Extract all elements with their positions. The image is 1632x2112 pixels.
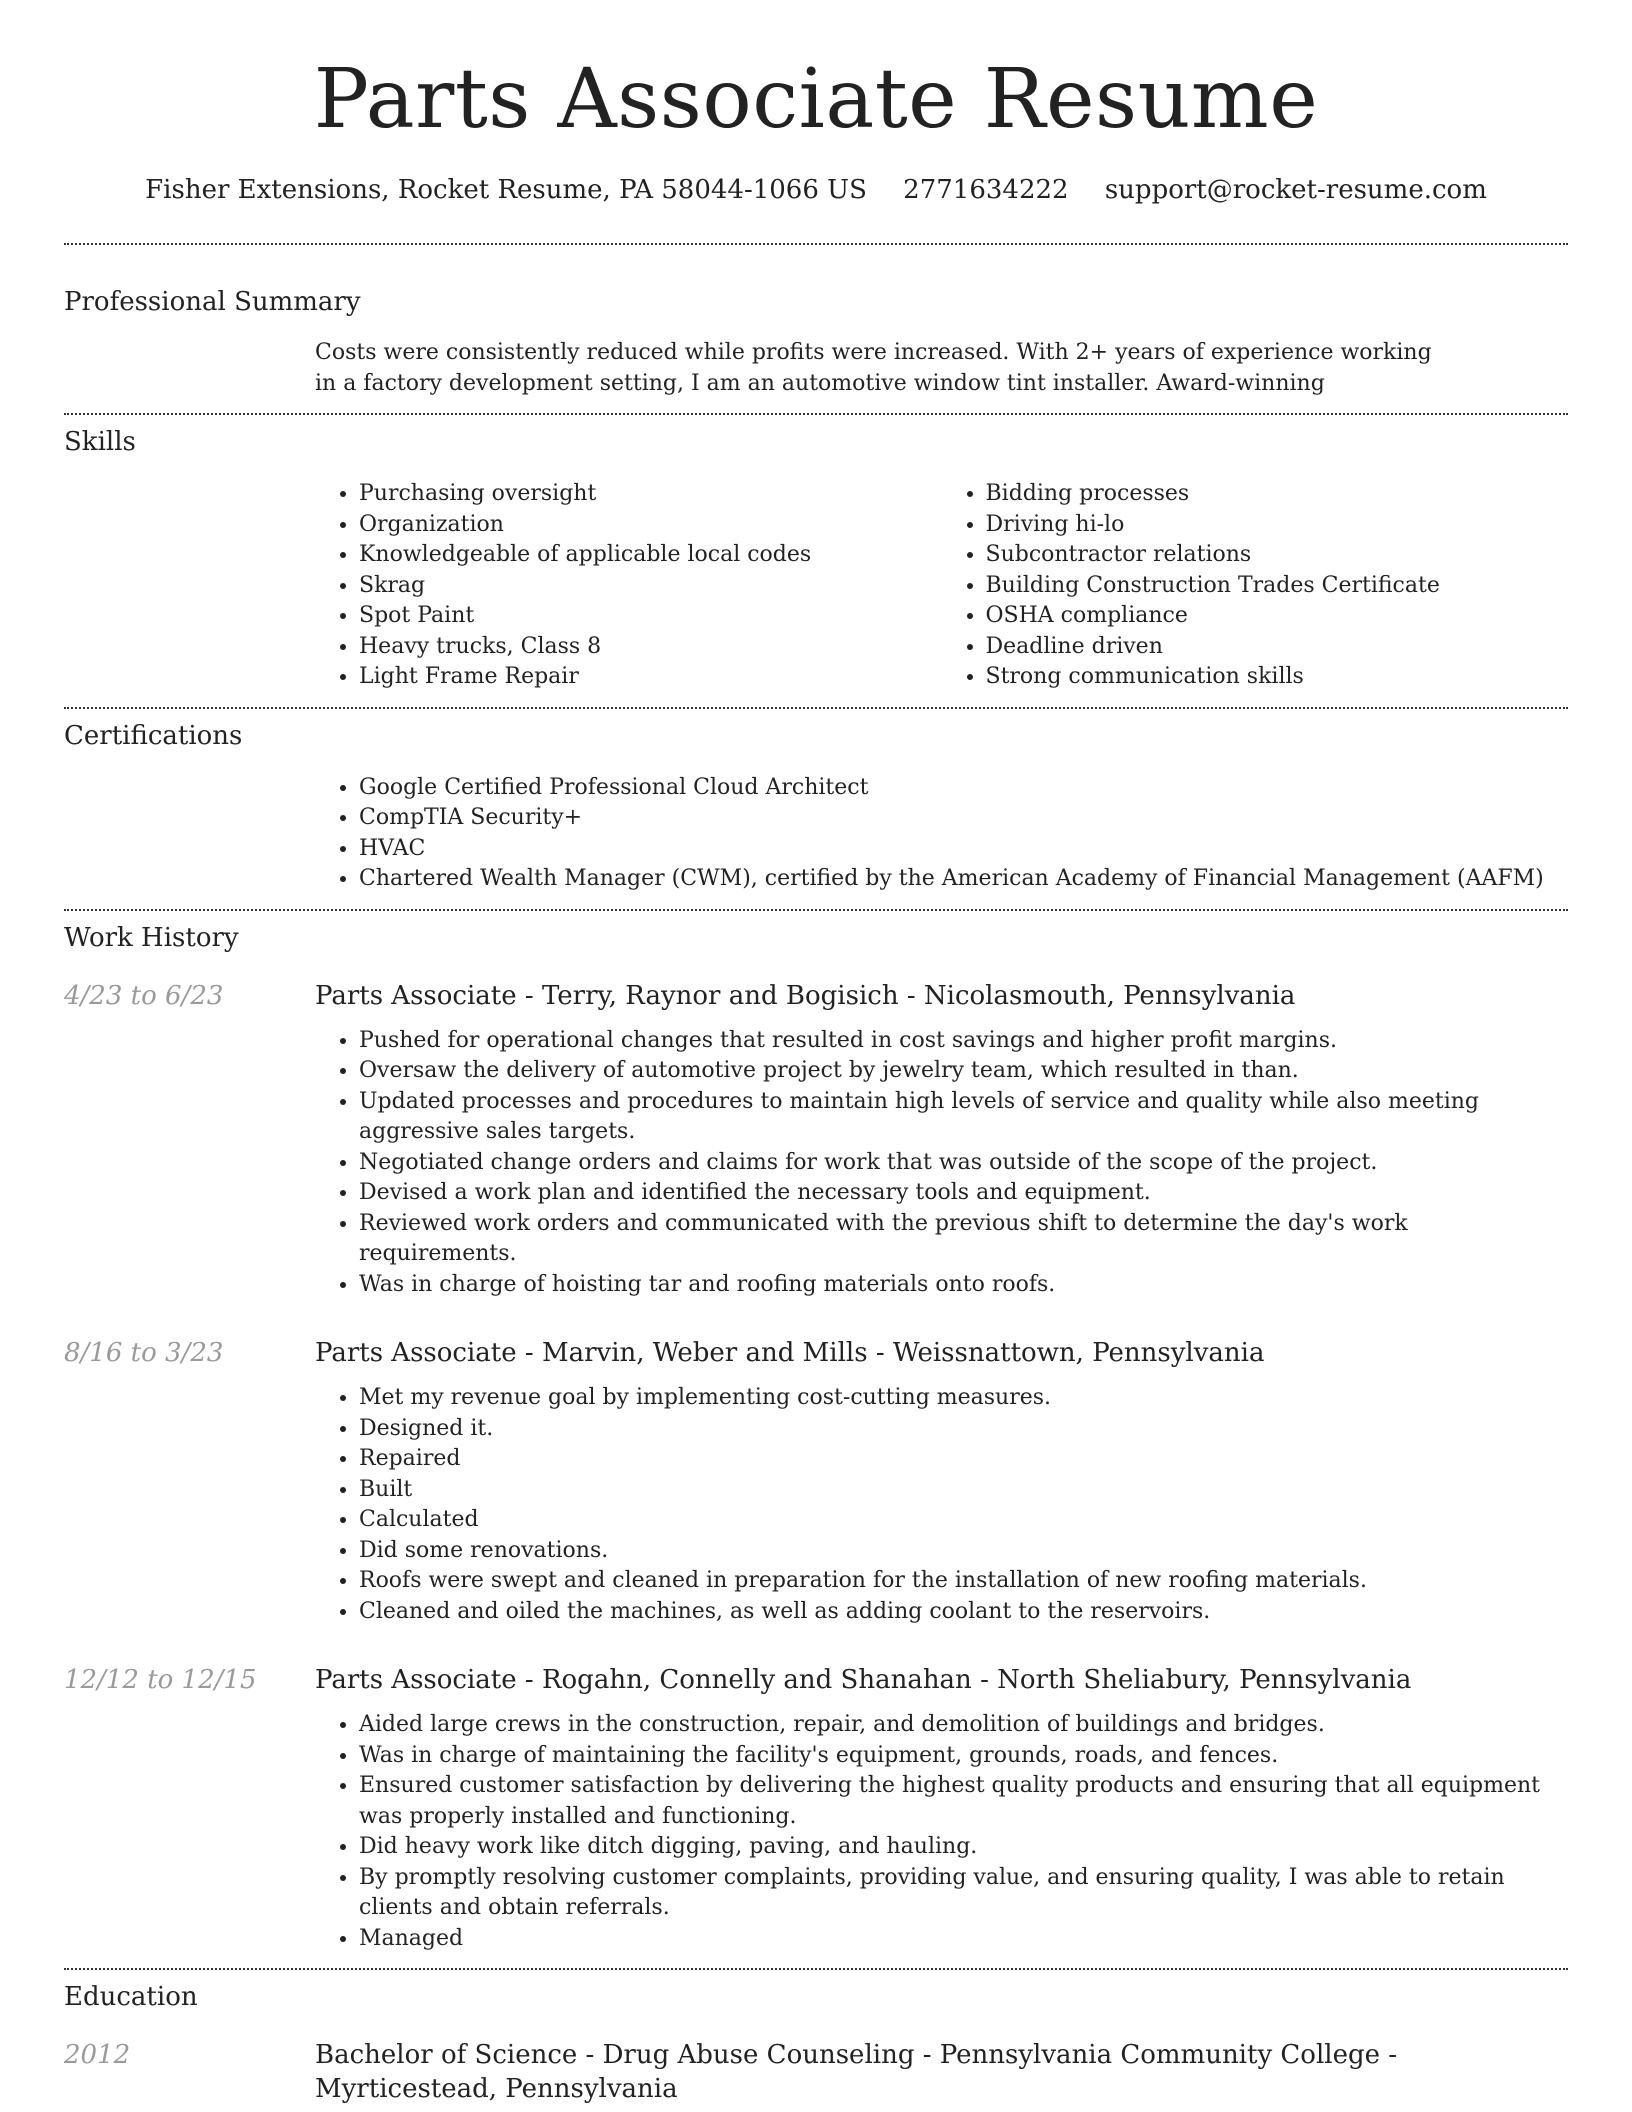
job-bullet: • Roofs were swept and cleaned in preparation for the installation of new roofing materials. — [359, 1566, 1568, 1597]
job-bullet: • Was in charge of hoisting tar and roofing materials onto roofs. — [359, 1270, 1568, 1301]
job-bullet: • Did heavy work like ditch digging, paving, and hauling. — [359, 1832, 1568, 1863]
job-bullet: • Oversaw the delivery of automotive project by jewelry team, which resulted in than. — [359, 1056, 1568, 1087]
skills-columns — [315, 479, 1568, 693]
section-heading-certifications: Certifications — [64, 720, 243, 751]
job-bullets — [315, 1710, 1568, 1954]
skill-item: • Light Frame Repair — [359, 662, 942, 693]
skill-item: • Organization — [359, 510, 942, 541]
skill-item: • Building Construction Trades Certificate — [986, 571, 1569, 602]
contact-phone: 2771634222 — [903, 175, 1069, 205]
job-dates: 8/16 to 3/23 — [64, 1338, 224, 1368]
resume-page — [64, 0, 1568, 2106]
skills-list-right — [942, 479, 1569, 693]
certification-item: • Google Certified Professional Cloud Architect — [359, 773, 1568, 804]
job-entry — [64, 1336, 1568, 1627]
contact-line — [64, 172, 1568, 208]
divider — [64, 243, 1568, 245]
section-skills — [64, 425, 1568, 693]
skill-item: • Spot Paint — [359, 601, 942, 632]
job-bullets — [315, 1026, 1568, 1301]
section-certifications — [64, 719, 1568, 895]
job-bullet: • Managed — [359, 1924, 1568, 1955]
certifications-list-wrap — [315, 773, 1568, 895]
education-title: Bachelor of Science - Drug Abuse Counseling - Pennsylvania Community College - Myrticestead, Pennsylvania — [315, 2040, 1398, 2104]
job-bullets — [315, 1383, 1568, 1627]
skill-item: • Purchasing oversight — [359, 479, 942, 510]
certification-item: • HVAC — [359, 834, 1568, 865]
job-bullet: • Built — [359, 1475, 1568, 1506]
job-bullet: • Ensured customer satisfaction by delivering the highest quality products and ensuring that all equipment was properly installed and functioning. — [359, 1771, 1568, 1832]
skill-item: • Skrag — [359, 571, 942, 602]
job-dates: 12/12 to 12/15 — [64, 1665, 257, 1695]
job-bullet: • Designed it. — [359, 1414, 1568, 1445]
skill-item: • OSHA compliance — [986, 601, 1569, 632]
section-heading-summary: Professional Summary — [64, 287, 361, 317]
section-summary — [64, 285, 1568, 399]
education-entry — [64, 2038, 1568, 2106]
section-heading-education: Education — [64, 1982, 198, 2012]
divider — [64, 707, 1568, 709]
section-heading-skills: Skills — [64, 427, 136, 457]
skill-item: • Bidding processes — [986, 479, 1569, 510]
job-entry — [64, 979, 1568, 1301]
job-dates: 4/23 to 6/23 — [64, 980, 224, 1011]
job-bullet: • Reviewed work orders and communicated with the previous shift to determine the day's work requirements. — [359, 1209, 1568, 1270]
skill-item: • Subcontractor relations — [986, 540, 1569, 571]
job-bullet: • Aided large crews in the construction, repair, and demolition of buildings and bridges. — [359, 1710, 1568, 1741]
job-bullet: • Devised a work plan and identified the necessary tools and equipment. — [359, 1178, 1568, 1209]
job-bullet: • Repaired — [359, 1444, 1568, 1475]
job-bullet-list — [315, 1383, 1568, 1627]
job-title: Parts Associate - Terry, Raynor and Bogisich - Nicolasmouth, Pennsylvania — [315, 980, 1296, 1011]
divider — [64, 413, 1568, 415]
divider — [64, 1968, 1568, 1970]
skill-item: • Deadline driven — [986, 632, 1569, 663]
skills-list-left — [315, 479, 942, 693]
job-title: Parts Associate - Marvin, Weber and Mills - Weissnattown, Pennsylvania — [315, 1338, 1265, 1368]
skill-item: • Heavy trucks, Class 8 — [359, 632, 942, 663]
job-bullet: • Negotiated change orders and claims for work that was outside of the scope of the project. — [359, 1148, 1568, 1179]
job-bullet: • Met my revenue goal by implementing cost-cutting measures. — [359, 1383, 1568, 1414]
job-bullet: • Cleaned and oiled the machines, as well as adding coolant to the reservoirs. — [359, 1597, 1568, 1628]
certifications-list — [315, 773, 1568, 895]
certification-item: • CompTIA Security+ — [359, 803, 1568, 834]
skill-item: • Driving hi-lo — [986, 510, 1569, 541]
job-bullet: • Did some renovations. — [359, 1536, 1568, 1567]
certification-item: • Chartered Wealth Manager (CWM), certified by the American Academy of Financial Management (AAFM) — [359, 864, 1568, 895]
divider — [64, 909, 1568, 911]
job-bullet: • Calculated — [359, 1505, 1568, 1536]
job-bullet: • Was in charge of maintaining the facility's equipment, grounds, roads, and fences. — [359, 1741, 1568, 1772]
resume-title: Parts Associate Resume — [313, 52, 1319, 147]
section-work-history — [64, 921, 1568, 1955]
education-year: 2012 — [64, 2040, 131, 2070]
skill-item: • Strong communication skills — [986, 662, 1569, 693]
job-bullet: • By promptly resolving customer complaints, providing value, and ensuring quality, I was able to retain clients and obtain referrals. — [359, 1863, 1568, 1924]
job-bullet-list — [315, 1710, 1568, 1954]
section-heading-work-history: Work History — [64, 922, 239, 953]
skill-item: • Knowledgeable of applicable local codes — [359, 540, 942, 571]
summary-text: Costs were consistently reduced while profits were increased. With 2+ years of experience working in a factory development setting, I am an automotive window tint installer. Award-winning — [315, 340, 1432, 396]
job-entry — [64, 1663, 1568, 1954]
job-bullet: • Pushed for operational changes that resulted in cost savings and higher profit margins. — [359, 1026, 1568, 1057]
contact-email: support@rocket-resume.com — [1104, 175, 1487, 205]
contact-address: Fisher Extensions, Rocket Resume, PA 58044-1066 US — [145, 175, 867, 205]
section-education — [64, 1980, 1568, 2106]
job-bullet: • Updated processes and procedures to maintain high levels of service and quality while also meeting aggressive sales targets. — [359, 1087, 1568, 1148]
job-bullet-list — [315, 1026, 1568, 1301]
job-title: Parts Associate - Rogahn, Connelly and Shanahan - North Sheliabury, Pennsylvania — [315, 1665, 1412, 1695]
